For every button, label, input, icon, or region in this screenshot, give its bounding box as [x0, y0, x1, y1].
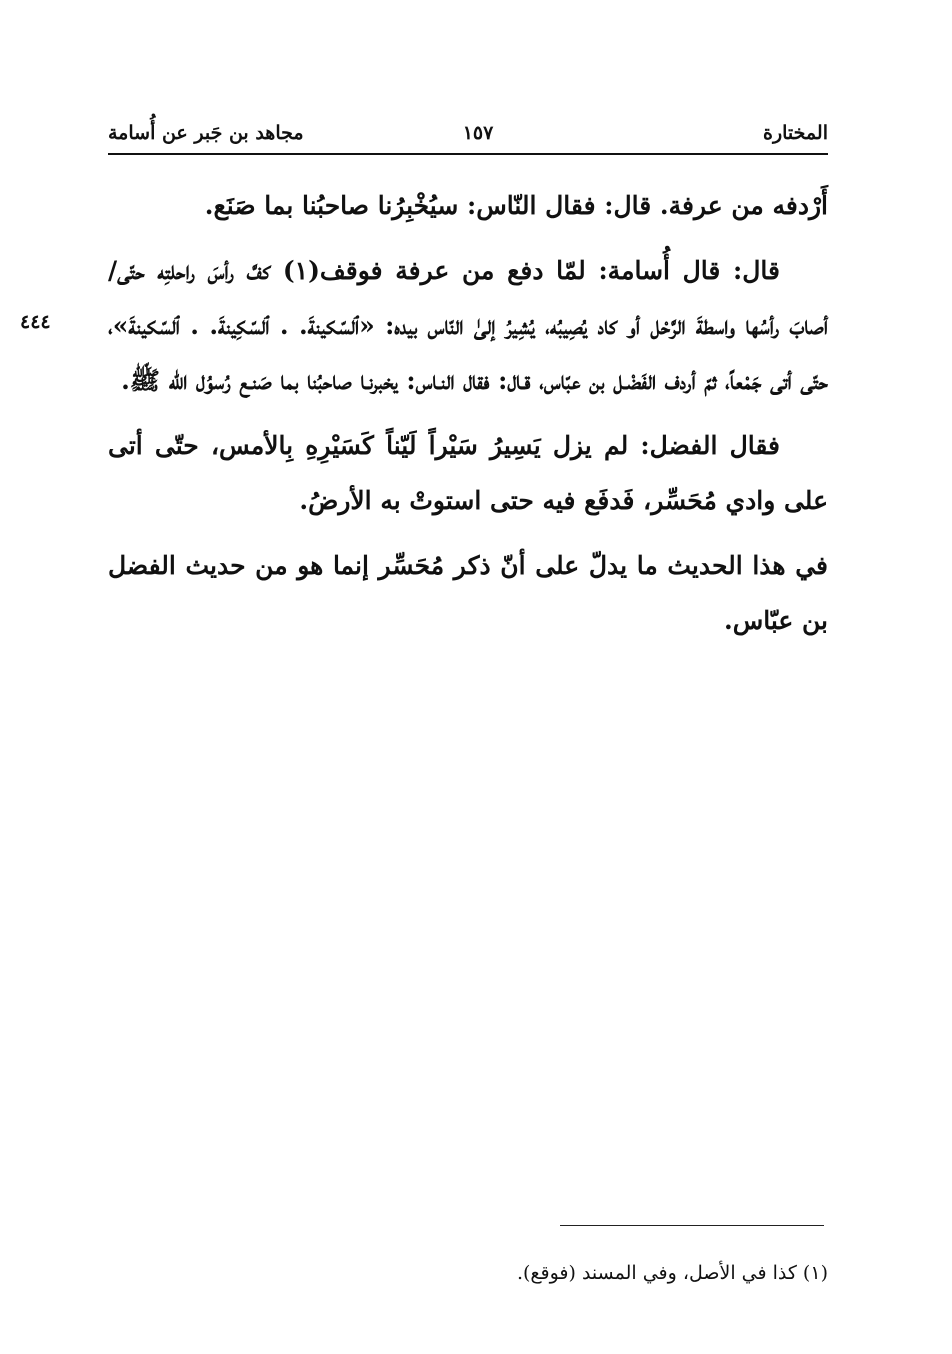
footnote: (١) كذا في الأصل، وفي المسند (فوقع).	[516, 1262, 828, 1284]
running-header	[108, 118, 828, 152]
main-text	[108, 178, 828, 658]
header-book-title: المختارة	[763, 122, 828, 144]
paragraph: قال: قال أُسامة: لمّا دفع من عرفة فوقف(١) كفَّ رأسَ راحلتِه حتّى/ أصابَ رأسُها واسطةَ الرَّحْل أو كاد يُصِيبُه، يُشِيرُ إلىٰ النّاس بيده: «ٱلسّكينةَ. . ٱلسّكِينةَ. . ٱلسّكينةَ»، حتّى أتى جَمْعاً، ثمّ أردف الفَضْـل بن عبّاس، قـال: فقال النـاس: يخبرنـا صاحبُنا بما صَنـع رُسوُل الله ﷺ.	[108, 256, 828, 395]
page-number: ١٥٧	[462, 122, 494, 144]
marginal-reference-number: ٤٤٤	[20, 311, 51, 333]
paragraph: فقال الفضل: لم يزل يَسِيرُ سَيْراً لَيّناً كَسَيْرِهِ بِالأمس، حتّى أتى على وادي مُحَسِّر، فَدفَع فيه حتى استوتْ به الأرضُ.	[108, 431, 828, 515]
header-divider	[108, 153, 828, 155]
header-chapter-title: مجاهد بن جَبر عن أُسامة	[108, 122, 304, 144]
paragraph: في هذا الحديث ما يدلّ على أنّ ذكر مُحَسِّر إنما هو من حديث الفضل بن عبّاس.	[108, 551, 828, 635]
paragraph: أَرْدفه من عرفة. قال: فقال النّاس: سيُخْبِرُنا صاحبُنا بما صَنَع.	[204, 191, 828, 220]
footnote-divider	[560, 1225, 824, 1226]
